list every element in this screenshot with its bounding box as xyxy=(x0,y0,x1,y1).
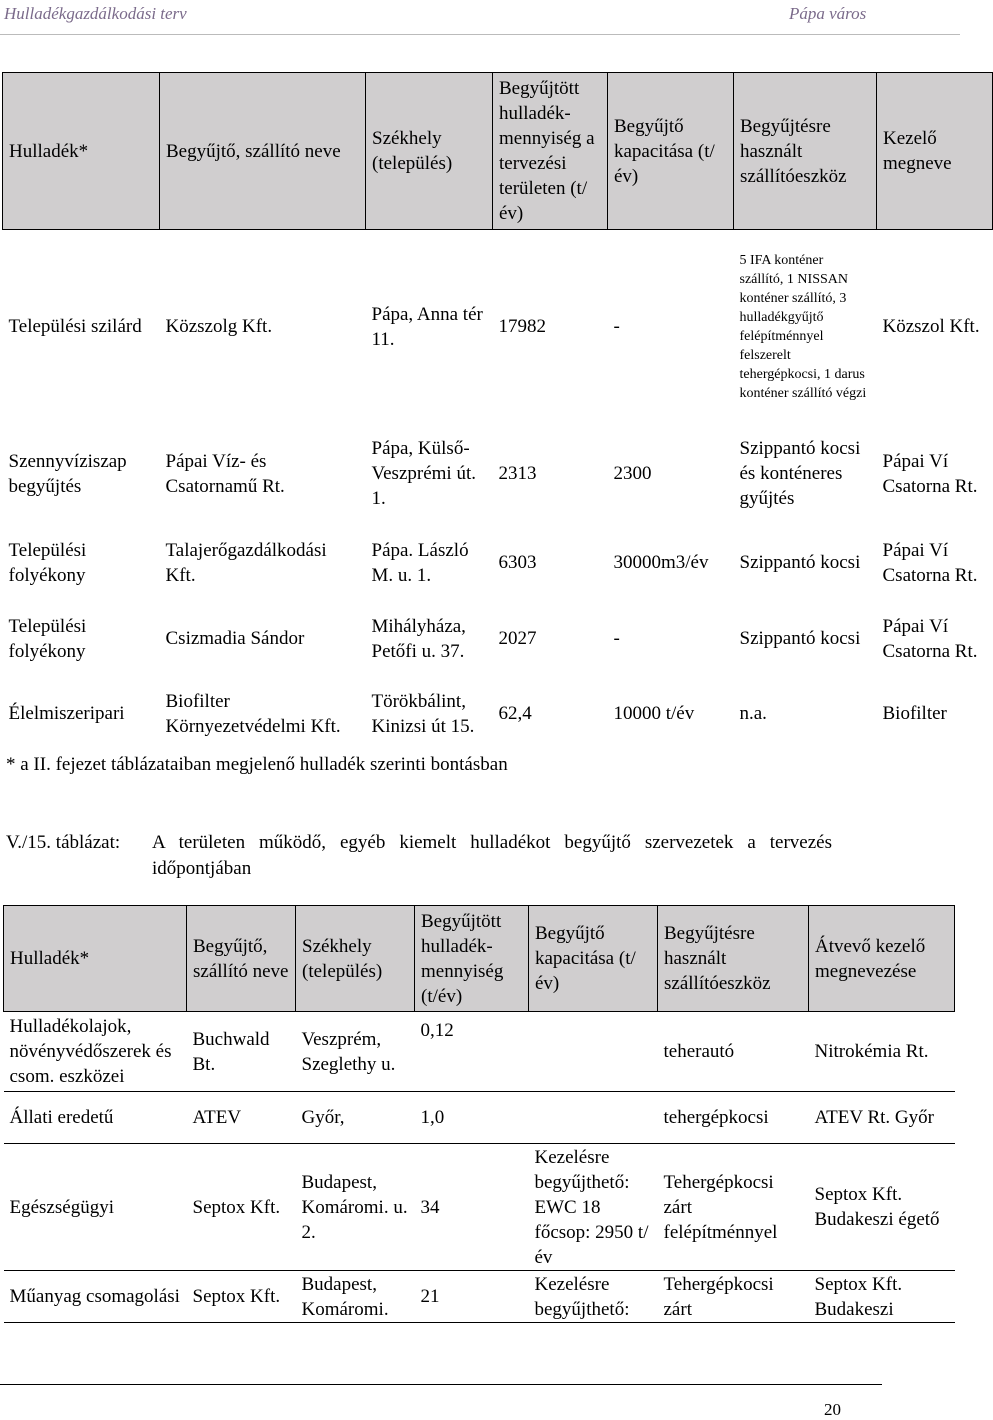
table-row xyxy=(4,1012,955,1092)
table-cell: Kezelésre begyűjthető: EWC 18 főcsop: 2950 t/év xyxy=(529,1144,658,1271)
table-cell: - xyxy=(613,316,620,338)
table-cell: 0,12 xyxy=(415,1012,529,1092)
table-cell: 6303 xyxy=(498,552,537,573)
table-cell: 17982 xyxy=(498,316,546,338)
table-cell: Veszprém, Szeglethy u. xyxy=(296,1012,415,1092)
column-header: Begyűjtött hulladék-mennyiség a tervezési területen (t/év) xyxy=(493,73,608,230)
column-header: Begyűjtő kapacitása (t/év) xyxy=(529,906,658,1012)
table-cell: Septox Kft. Budakeszi égető xyxy=(809,1144,955,1271)
table-cell: Pápai Ví Csatorna Rt. xyxy=(882,539,978,586)
table-cell: Pápai Ví Csatorna Rt. xyxy=(882,615,978,662)
table-cell: n.a. xyxy=(739,703,767,724)
table-cell: 2027 xyxy=(498,628,537,649)
table-cell: Szennyvíziszap begyűjtés xyxy=(8,450,127,497)
table-cell: Szippantó kocsi és konténeres gyűjtés xyxy=(739,438,861,509)
column-header: Begyűjtő, szállító neve xyxy=(160,73,366,230)
table-cell: Pápa, Külső-Veszprémi út. 1. xyxy=(371,438,476,509)
table-cell: Közszolg Kft. xyxy=(165,316,273,338)
header-city: Pápa város xyxy=(789,4,867,23)
table-cell: 2300 xyxy=(613,463,652,484)
header-divider xyxy=(0,34,960,35)
column-header: Begyűjtő, szállító neve xyxy=(187,906,296,1012)
table-row xyxy=(3,602,993,676)
caption-text: A területen működő, egyéb kiemelt hulladékot begyűjtő szervezetek a tervezés időpontjában xyxy=(152,832,832,879)
table-cell: Települési folyékony xyxy=(8,615,87,662)
table-cell: Települési folyékony xyxy=(8,539,87,586)
table-cell: - xyxy=(613,628,620,649)
table-row xyxy=(3,676,993,752)
table-cell: Kezelésre begyűjthető: xyxy=(529,1271,658,1323)
table-cell: 10000 t/év xyxy=(613,703,695,724)
table-cell: Buchwald Bt. xyxy=(187,1012,296,1092)
table-cell: Septox Kft. Budakeszi xyxy=(809,1271,955,1323)
footer-divider xyxy=(0,1384,882,1385)
table-cell: Budapest, Komáromi. xyxy=(296,1271,415,1323)
table-cell: Talajerőgazdálkodási Kft. xyxy=(165,539,327,586)
table-cell: 30000m3/év xyxy=(613,552,709,573)
column-header: Kezelő megneve xyxy=(877,73,993,230)
table-cell: 5 IFA konténer szállító, 1 NISSAN konténer szállító, 3 hulladékgyűjtő felépítménnyel felszerelt tehergépkocsi, 1 darus konténer szállító végzi xyxy=(739,252,867,401)
column-header: Begyűjtő kapacitása (t/év) xyxy=(608,73,734,230)
table-caption xyxy=(6,830,856,882)
table-cell: Budapest, Komáromi. u. 2. xyxy=(296,1144,415,1271)
table-row xyxy=(4,1092,955,1144)
table-cell xyxy=(529,1092,658,1144)
table-cell: Közszol Kft. xyxy=(882,316,980,338)
table-cell: Pápa. László M. u. 1. xyxy=(371,539,469,586)
caption-label: V./15. táblázat: xyxy=(6,832,121,853)
table-cell: 21 xyxy=(415,1271,529,1323)
table-cell: Biofilter xyxy=(882,703,947,724)
column-header: Székhely (település) xyxy=(296,906,415,1012)
column-header: Székhely (település) xyxy=(366,73,493,230)
table-cell: Mihályháza, Petőfi u. 37. xyxy=(371,615,466,662)
table-cell: Egészségügyi xyxy=(4,1144,187,1271)
column-header: Begyűjtésre használt szállítóeszköz xyxy=(734,73,877,230)
column-header: Begyűjtésre használt szállítóeszköz xyxy=(658,906,809,1012)
table-cell xyxy=(529,1012,658,1092)
table-cell: ATEV Rt. Győr xyxy=(809,1092,955,1144)
table-cell: Nitrokémia Rt. xyxy=(809,1012,955,1092)
table-cell: Hulladékolajok, növényvédőszerek és csom. eszközei xyxy=(4,1012,187,1092)
table-cell: Pápai Víz- és Csatornamű Rt. xyxy=(165,450,285,497)
table-cell: Septox Kft. xyxy=(187,1271,296,1323)
column-header: Hulladék* xyxy=(4,906,187,1012)
table-cell: Pápai Ví Csatorna Rt. xyxy=(882,450,978,497)
table-cell: Biofilter Környezetvédelmi Kft. xyxy=(165,690,341,737)
column-header: Hulladék* xyxy=(3,73,160,230)
page-number: 20 xyxy=(824,1400,841,1419)
table-cell: 2313 xyxy=(498,463,537,484)
table-cell: Csizmadia Sándor xyxy=(165,628,305,649)
table-cell: Állati eredetű xyxy=(4,1092,187,1144)
table-cell: Törökbálint, Kinizsi út 15. xyxy=(371,690,475,737)
table-header-row xyxy=(3,73,993,230)
table-row xyxy=(4,1144,955,1271)
table-cell: Győr, xyxy=(296,1092,415,1144)
table-cell: Pápa, Anna tér 11. xyxy=(371,303,483,350)
table-cell: Szippantó kocsi xyxy=(739,628,861,649)
table-footnote: * a II. fejezet táblázataiban megjelenő hulladék szerinti bontásban xyxy=(6,754,508,775)
table-cell: 34 xyxy=(415,1144,529,1271)
table-row xyxy=(3,424,993,524)
table-row xyxy=(4,1271,955,1323)
other-collectors-table xyxy=(3,905,955,1323)
table-cell: tehergépkocsi xyxy=(658,1092,809,1144)
table-cell: Települési szilárd xyxy=(8,316,142,338)
table-row xyxy=(3,524,993,602)
table-cell: teherautó xyxy=(658,1012,809,1092)
table-cell: Élelmiszeripari xyxy=(8,703,125,724)
table-cell: ATEV xyxy=(187,1092,296,1144)
table-cell: Műanyag csomagolási xyxy=(4,1271,187,1323)
column-header: Átvevő kezelő megnevezése xyxy=(809,906,955,1012)
table-cell: Tehergépkocsi zárt felépítménnyel xyxy=(658,1144,809,1271)
table-cell: Szippantó kocsi xyxy=(739,552,861,573)
table-header-row xyxy=(4,906,955,1012)
table-row xyxy=(3,230,993,424)
header-doc-title: Hulladékgazdálkodási terv xyxy=(4,4,187,23)
collectors-table xyxy=(2,72,993,752)
table-cell: Septox Kft. xyxy=(187,1144,296,1271)
table-cell: Tehergépkocsi zárt xyxy=(658,1271,809,1323)
table-cell: 1,0 xyxy=(415,1092,529,1144)
table-cell: 62,4 xyxy=(498,703,532,724)
column-header: Begyűjtött hulladék-mennyiség (t/év) xyxy=(415,906,529,1012)
